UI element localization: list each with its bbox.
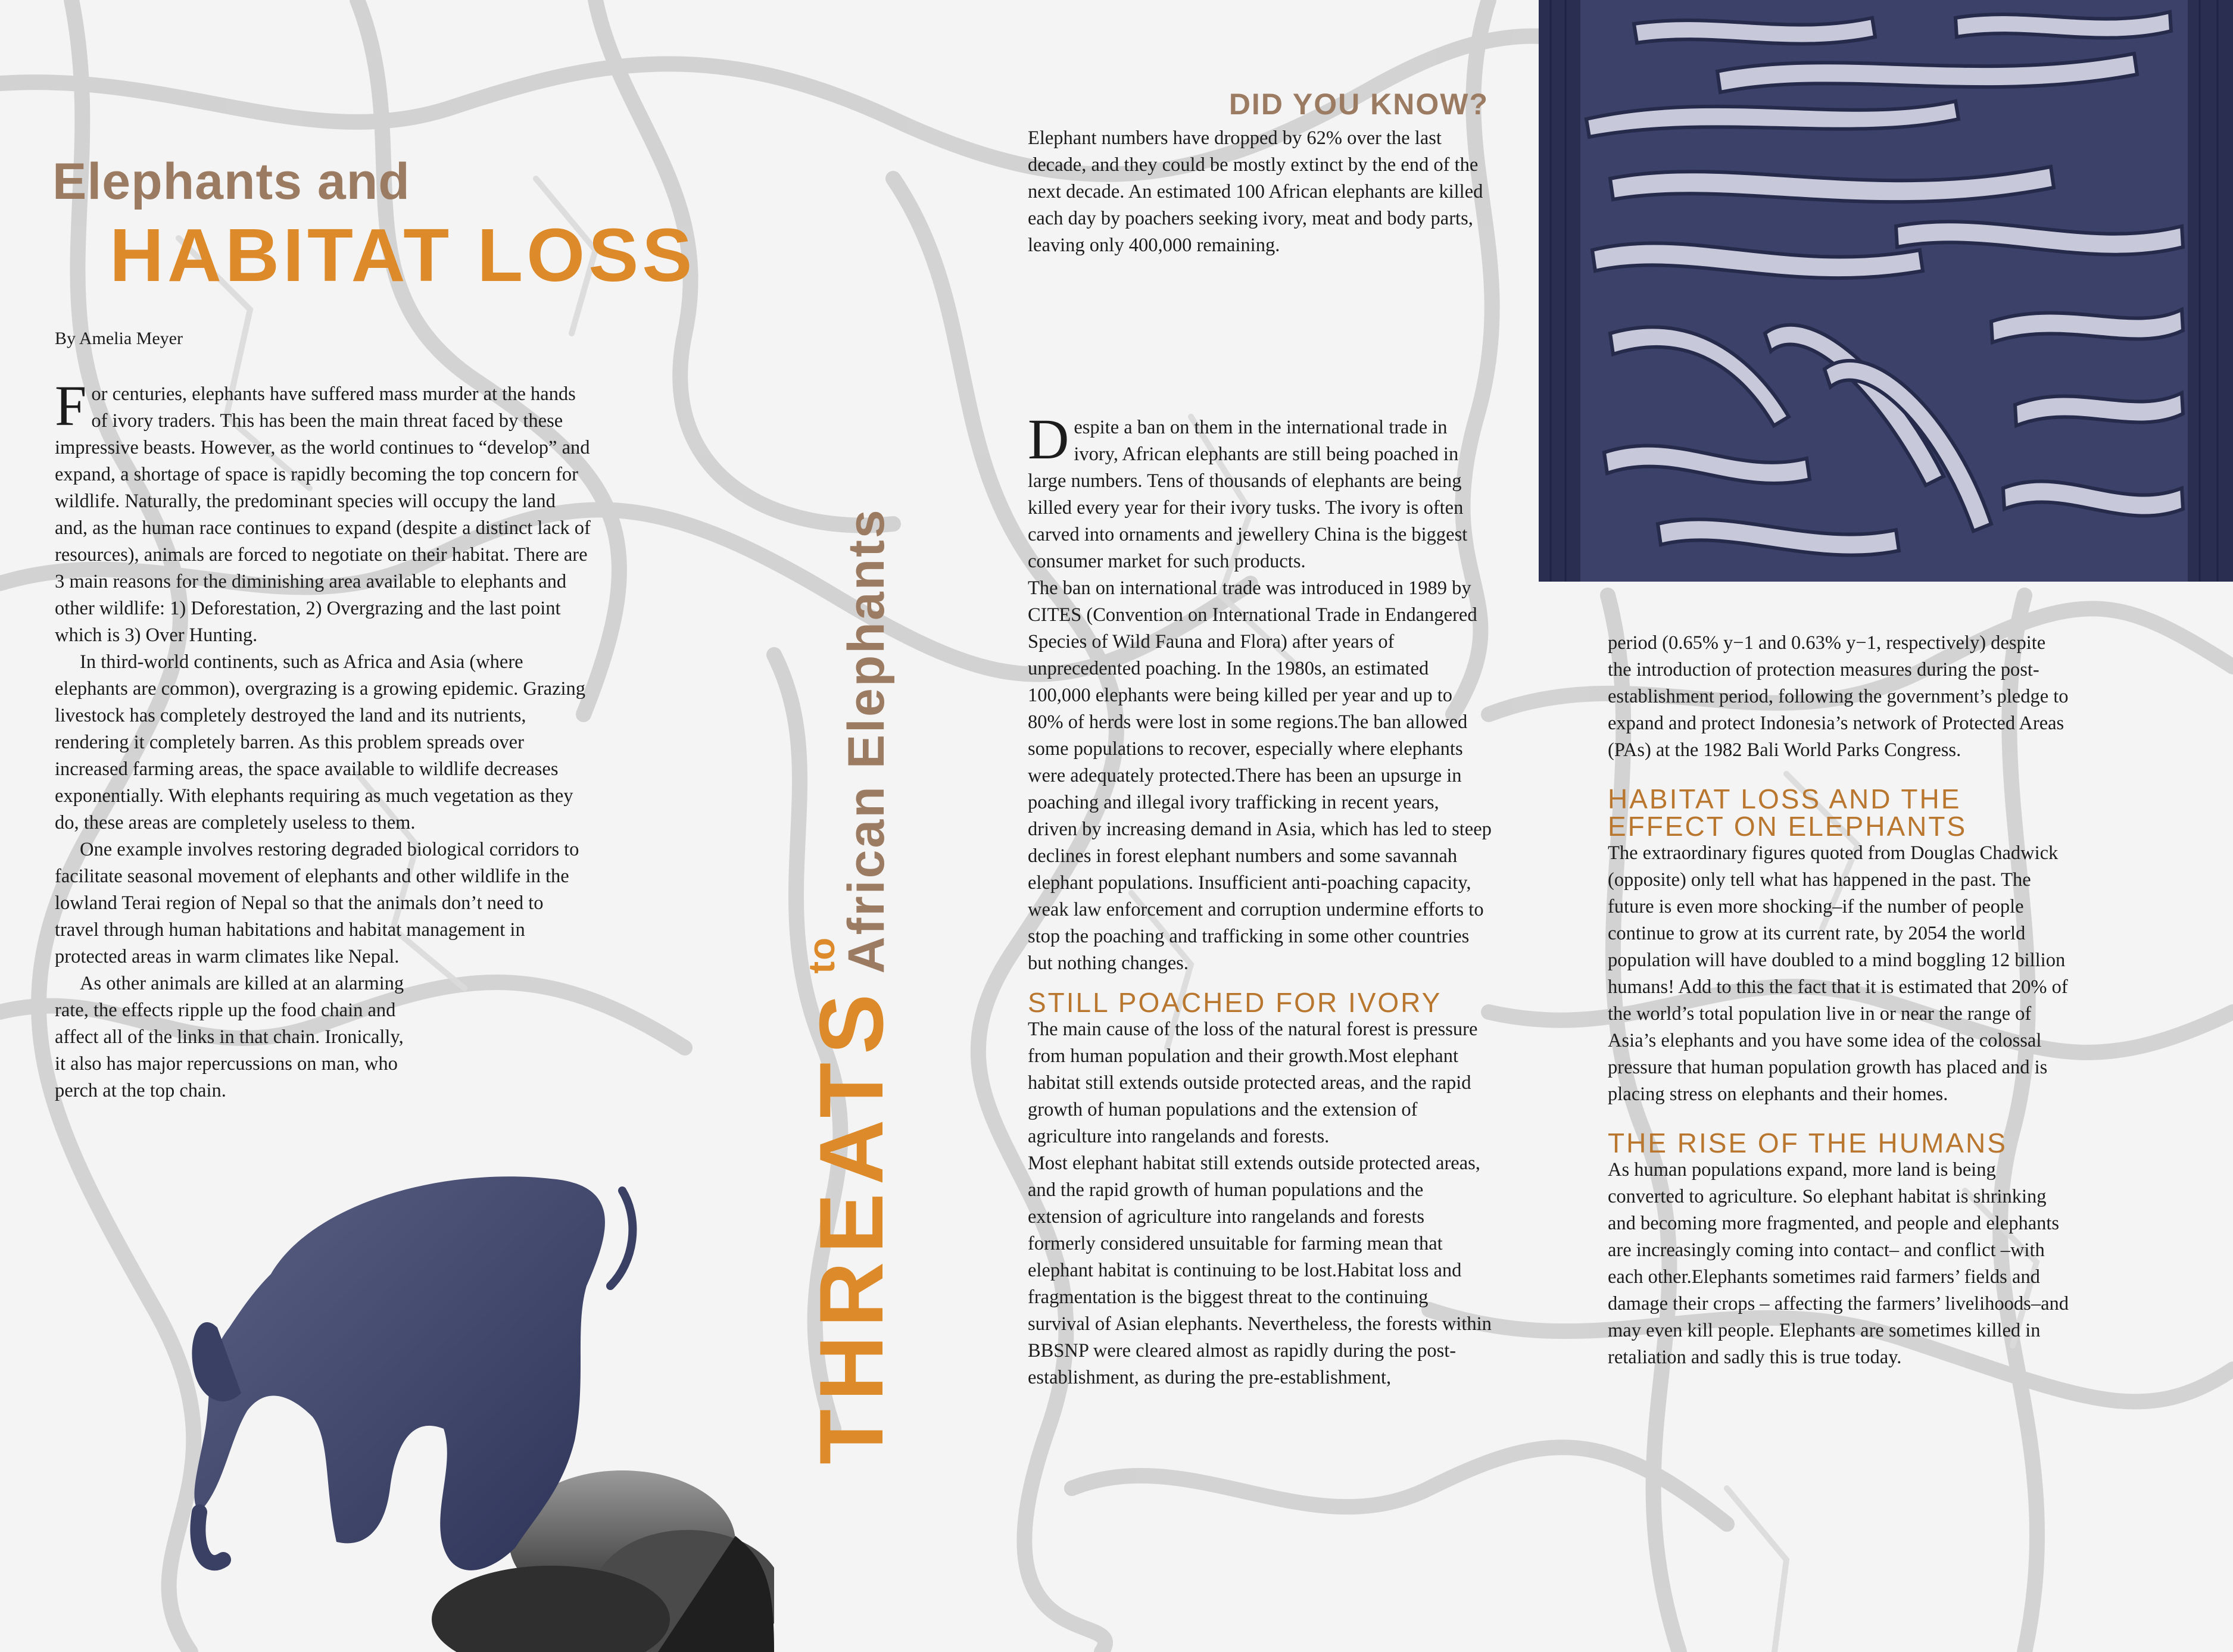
byline: By Amelia Meyer [55, 329, 183, 348]
threats-vertical-title [801, 508, 902, 1464]
article-title-line2: HABITAT LOSS [110, 213, 696, 297]
african-elephants-word: African Elephants [838, 508, 895, 974]
intro-paragraph: For centuries, elephants have suffered mass murder at the hands of ivory traders. This has been the main threat faced by these impressive beasts. However, as the world continues to “develop” and expand, a shortage of space is rapidly becoming the top concern for wildlife. Naturally, the predominant species will occupy the land and, as the human race continues to expand (despite a distinct lack of resources), animals are forced to negotiate on their habitat. There are 3 main reasons for the diminishing area available to elephants and other wildlife: 1) Deforestation, 2) Overgrazing and the last point which is 3) Over Hunting. [55, 374, 591, 646]
article-body-left [55, 374, 591, 1104]
habitat-loss-heading: HABITAT LOSS AND THE EFFECT ON ELEPHANTS [1608, 783, 1967, 842]
body-paragraph: One example involves restoring degraded biological corridors to facilitate seasonal movement of elephants and other wildlife in the lowland Terai region of Nepal so that the animals don’t need to travel through human habitations and habitat management in protected areas in warm climates like Nepal. [55, 839, 579, 967]
did-you-know-heading: DID YOU KNOW? [1228, 88, 1489, 121]
drop-cap: D [1028, 407, 1069, 471]
drop-cap: F [55, 374, 87, 438]
article-title-line1: Elephants and [52, 153, 410, 210]
body-paragraph: As human populations expand, more land is being converted to agriculture. So elephant habitat is shrinking and becoming more fragmented, and people and elephants are increasingly coming into contact– and conflict –with each other.Elephants sometimes raid farmers’ fields and damage their crops – affecting the farmers’ livelihoods–and may even kill people. Elephants are sometimes killed in retaliation and sadly this is true today. [1608, 1159, 2069, 1368]
body-paragraph: period (0.65% y−1 and 0.63% y−1, respectively) despite the introduction of protection measures during the post-establishment period, following the government’s pledge to expand and protect Indonesia’s network of Protected Areas (PAs) at the 1982 Bali World Parks Congress. [1608, 632, 2069, 761]
body-paragraph: As other animals are killed at an alarming rate, the effects ripple up the food chain and affect all of the links in that chain. Ironically, it also has major repercussions on man, who perch at the top chain. [55, 973, 404, 1101]
still-poached-heading: STILL POACHED FOR IVORY [1028, 987, 1442, 1018]
to-word: to [801, 936, 843, 974]
right-column [1608, 630, 2072, 1371]
threats-intro: Despite a ban on them in the international trade in ivory, African elephants are still being poached in large numbers. Tens of thousands of elephants are being killed every year for their ivory tusks. The ivory is often carved into ornaments and jewellery China is the biggest consumer market for such products. [1028, 407, 1468, 572]
body-paragraph: The main cause of the loss of the natural forest is pressure from human population and their growth.Most elephant habitat still extends outside protected areas, and the rapid growth of human populations and the extension of agriculture into rangelands and forests. [1028, 1019, 1478, 1147]
did-you-know-text: Elephant numbers have dropped by 62% over the last decade, and they could be mostly extinct by the end of the next decade. An estimated 100 African elephants are killed each day by poachers seeking ivory, meat and body parts, leaving only 400,000 remaining. [1028, 127, 1483, 256]
threats-word: THREATS [801, 985, 902, 1464]
threats-body [1028, 407, 1492, 1391]
body-paragraph: The ban on international trade was introduced in 1989 by CITES (Convention on International Trade in Endangered Species of Wild Fauna and Flora) after years of unprecedented poaching. In the 1980s, an estimated 100,000 elephants were being killed per year and up to 80% of herds were lost in some regions.The ban allowed some populations to recover, especially where elephants were adequately protected.There has been an upsurge in poaching and illegal ivory trafficking in recent years, driven by increasing demand in Asia, which has led to steep declines in forest elephant numbers and some savannah elephant populations. Insufficient anti-poaching capacity, weak law enforcement and corruption undermine efforts to stop the poaching and trafficking in some other countries but nothing changes. [1028, 577, 1492, 974]
body-paragraph: The extraordinary figures quoted from Douglas Chadwick (opposite) only tell what has happened in the past. The future is even more shocking–if the number of people continue to grow at its current rate, by 2054 the world population will have doubled to a mind boggling 12 billion humans! Add to this the fact that it is estimated that 20% of the world’s total population live in or near the range of Asia’s elephants and you have some idea of the colossal pressure that human population growth has placed and is placing stress on elephants and their homes. [1608, 842, 2068, 1105]
body-paragraph: Most elephant habitat still extends outside protected areas, and the rapid growth of human populations and the extension of agriculture into rangelands and forests formerly considered unsuitable for farming mean that elephant habitat is continuing to be lost.Habitat loss and fragmentation is the biggest threat to the continuing survival of Asian elephants. Nevertheless, the forests within BBSNP were cleared almost as rapidly during the post-establishment, as during the pre-establishment, [1028, 1153, 1492, 1388]
ivory-tusks-photo [1539, 0, 2233, 582]
rise-of-humans-heading: THE RISE OF THE HUMANS [1608, 1128, 2007, 1158]
body-paragraph: In third-world continents, such as Africa and Asia (where elephants are common), overgrazing is a growing epidemic. Grazing livestock has completely destroyed the land and its nutrients, rendering it completely barren. As this problem spreads over increased farming areas, the space available to wildlife decreases exponentially. With elephants requiring as much vegetation as they do, these areas are completely useless to them. [55, 651, 586, 833]
baby-elephant-photo [134, 1131, 774, 1652]
